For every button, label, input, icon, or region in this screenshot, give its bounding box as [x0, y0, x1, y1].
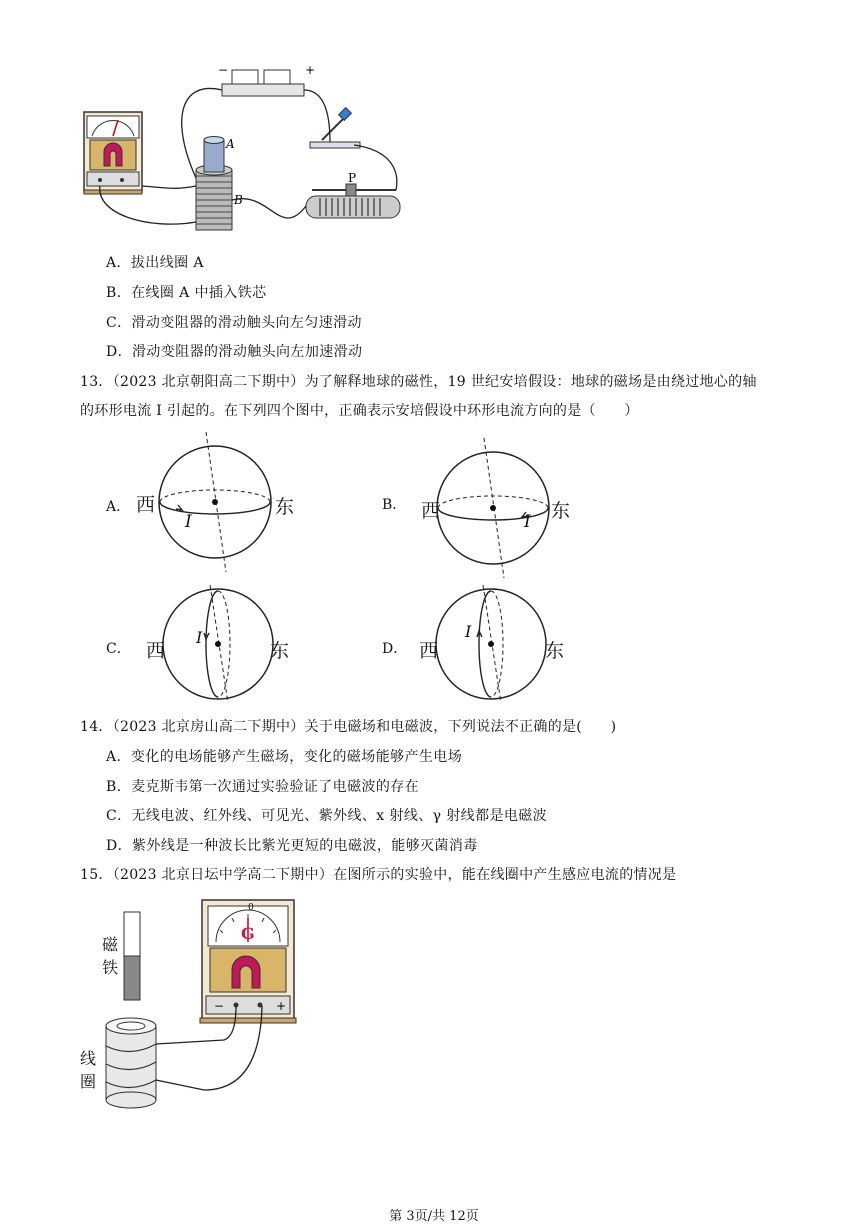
q13-fig-a-label[interactable]: A．: [106, 499, 131, 515]
battery-pos-sign: +: [305, 63, 316, 77]
q14-option-b[interactable]: B．麦克斯韦第一次通过实验验证了电磁波的存在: [106, 779, 420, 795]
galvanometer-q15-icon: [200, 900, 296, 1023]
q13-stem-line2: 的环形电流 I 引起的。在下列四个图中，正确表示安培假设中环形电流方向的是（ ）: [80, 403, 639, 419]
q12-option-a[interactable]: A．拔出线圈 A: [106, 255, 204, 271]
q13-fig-a-current: I: [185, 512, 192, 532]
q13-fig-d-west: 西: [419, 640, 439, 662]
coil-label-1: 线: [80, 1049, 97, 1068]
coil-a-label: A: [226, 137, 235, 151]
q15-stem: 15．（2023 北京日坛中学高二下期中）在图所示的实验中，能在线圈中产生感应电流的情况是: [80, 867, 677, 883]
magnet-label-2: 铁: [102, 958, 119, 977]
q13-stem-line1: 13．（2023 北京朝阳高二下期中）为了解释地球的磁性，19 世纪安培假设：地球的磁场是由绕过地心的轴: [80, 374, 757, 390]
q14-option-c[interactable]: C．无线电波、红外线、可见光、紫外线、x 射线、γ 射线都是电磁波: [106, 808, 548, 824]
q13-fig-c-label[interactable]: C．: [106, 641, 131, 657]
q13-fig-c-east: 东: [270, 640, 290, 662]
q13-fig-a-east: 东: [275, 496, 295, 518]
magnet-label-1: 磁: [102, 935, 119, 954]
q13-fig-b-current: I: [524, 512, 531, 532]
q13-fig-c-current: I: [196, 628, 203, 647]
page-footer: 第 3页/共 12页: [389, 1209, 479, 1224]
slider-p-label: P: [348, 171, 357, 185]
magnet-icon: [124, 912, 140, 1000]
q13-fig-d-east: 东: [545, 640, 565, 662]
meter-letter: G: [241, 924, 255, 943]
q12-option-d[interactable]: D．滑动变阻器的滑动触头向左加速滑动: [106, 344, 363, 360]
q14-option-a[interactable]: A．变化的电场能够产生磁场，变化的磁场能够产生电场: [106, 749, 463, 765]
coil-q15-icon: [106, 1018, 156, 1108]
q14-option-d[interactable]: D．紫外线是一种波长比紫光更短的电磁波，能够灭菌消毒: [106, 838, 478, 854]
coil-b-label: B: [234, 193, 243, 207]
meter-zero-mark: 0: [248, 903, 254, 913]
q13-fig-b-west: 西: [421, 500, 441, 522]
q12-option-c[interactable]: C．滑动变阻器的滑动触头向左匀速滑动: [106, 315, 362, 331]
q13-fig-d-label[interactable]: D．: [382, 641, 408, 657]
q13-fig-b-label[interactable]: B．: [382, 497, 407, 513]
svg-text:−: −: [214, 999, 225, 1013]
coil-label-2: 圈: [80, 1072, 97, 1091]
q13-fig-b-east: 东: [551, 500, 571, 522]
q13-fig-d-current: I: [465, 622, 472, 641]
q13-fig-a-west: 西: [136, 494, 156, 516]
q14-stem: 14．（2023 北京房山高二下期中）关于电磁场和电磁波，下列说法不正确的是( ): [80, 719, 617, 735]
svg-text:+: +: [276, 999, 287, 1013]
battery-neg-sign: −: [218, 63, 229, 77]
q13-fig-c-west: 西: [146, 640, 166, 662]
q12-option-b[interactable]: B．在线圈 A 中插入铁芯: [106, 285, 267, 301]
